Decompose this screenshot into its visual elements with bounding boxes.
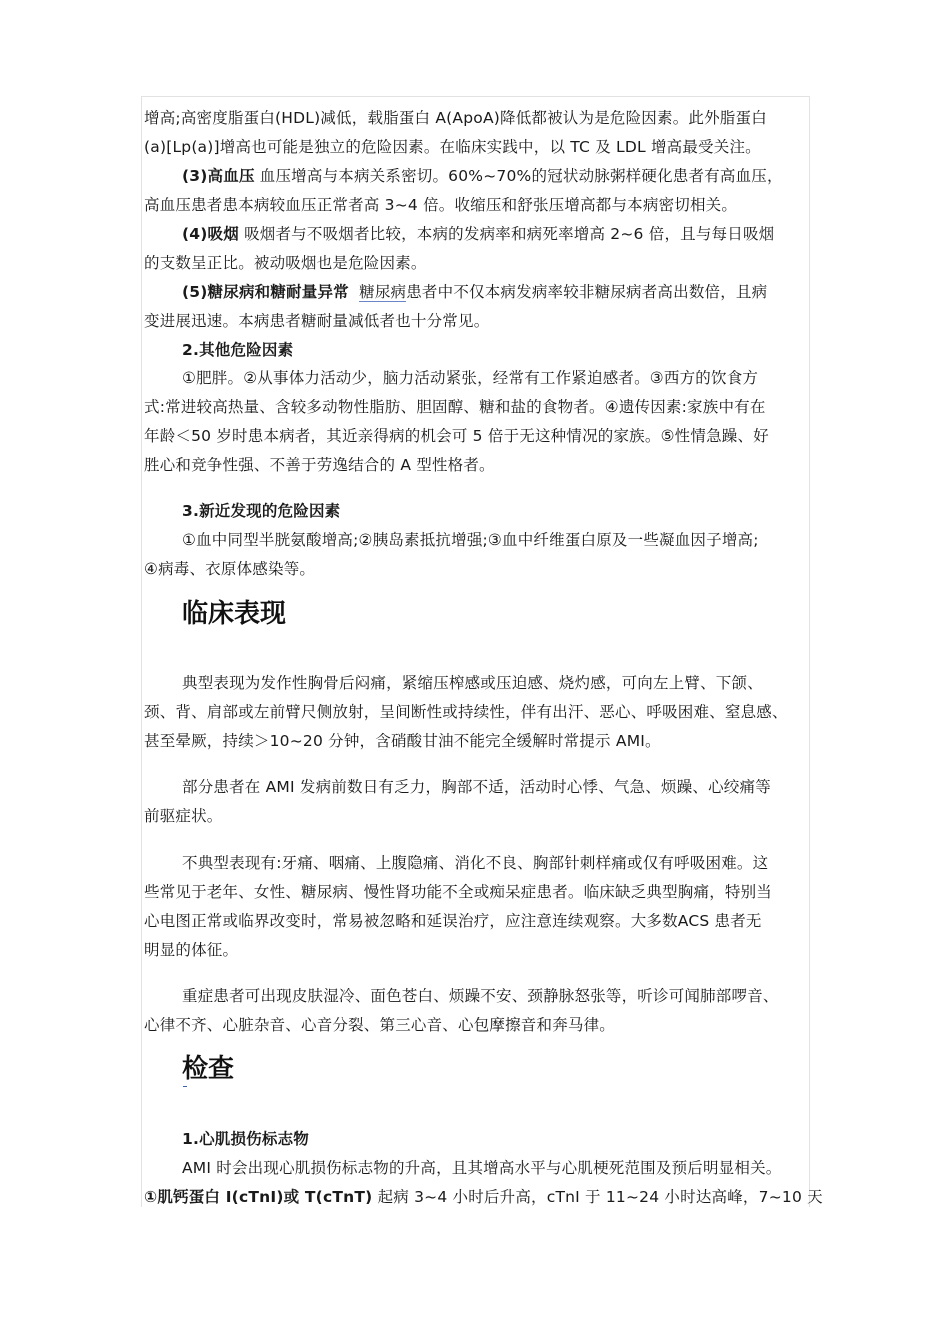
section-heading: 1.心肌损伤标志物 <box>182 1130 309 1148</box>
text-line: 高血压患者患本病较血压正常者高 3~4 倍。收缩压和舒张压增高都与本病密切相关。 <box>144 196 738 214</box>
text-line: 增高;高密度脂蛋白(HDL)减低，载脂蛋白 A(ApoA)降低都被认为是危险因素。此外脂蛋白 <box>144 109 767 127</box>
text-line: 心律不齐、心脏杂音、心音分裂、第三心音、心包摩擦音和奔马律。 <box>144 1016 616 1034</box>
text-line: 不典型表现有:牙痛、咽痛、上腹隐痛、消化不良、胸部针刺样痛或仅有呼吸困难。这 <box>182 854 769 872</box>
text-line: 心电图正常或临界改变时，常易被忽略和延误治疗，应注意连续观察。大多数ACS 患者无 <box>144 912 762 930</box>
text-line: 变进展迅速。本病患者糖耐量减低者也十分常见。 <box>144 312 490 330</box>
text-line: AMI 时会出现心肌损伤标志物的升高，且其增高水平与心肌梗死范围及预后明显相关。 <box>182 1159 782 1177</box>
text-line: 典型表现为发作性胸骨后闷痛，紧缩压榨感或压迫感、烧灼感，可向左上臂、下颌、 <box>182 674 763 692</box>
text-line <box>182 224 774 244</box>
text-line: ①血中同型半胱氨酸增高;②胰岛素抵抗增强;③血中纤维蛋白原及一些凝血因子增高; <box>182 531 759 549</box>
text-line: ④病毒、衣原体感染等。 <box>144 560 316 578</box>
text-span: 吸烟者与不吸烟者比较，本病的发病率和病死率增高 2~6 倍，且与每日吸烟 <box>238 225 775 243</box>
text-line: 些常见于老年、女性、糖尿病、慢性肾功能不全或痴呆症患者。临床缺乏典型胸痛，特别当 <box>144 883 773 901</box>
heading-clinical-manifestations: 临床表现 <box>182 599 287 629</box>
section-heading: 3.新近发现的危险因素 <box>182 502 341 520</box>
text-line <box>144 1187 823 1207</box>
text-line: 甚至晕厥，持续＞10~20 分钟，含硝酸甘油不能完全缓解时常提示 AMI。 <box>144 732 661 750</box>
text-line: 胜心和竞争性强、不善于劳逸结合的 A 型性格者。 <box>144 456 495 474</box>
section-heading: 2.其他危险因素 <box>182 341 294 359</box>
text-line <box>182 282 767 302</box>
subheading-troponin: ①肌钙蛋白 I(cTnI)或 T(cTnT) <box>144 1188 373 1206</box>
text-line: 式:常进较高热量、含较多动物性脂肪、胆固醇、糖和盐的食物者。④遗传因素:家族中有在 <box>144 398 766 416</box>
heading-examination: 检查 <box>182 1054 235 1084</box>
subheading-diabetes: (5)糖尿病和糖耐量异常 <box>182 283 349 301</box>
anchor-mark <box>183 1086 187 1087</box>
text-line: 部分患者在 AMI 发病前数日有乏力，胸部不适，活动时心悸、气急、烦躁、心绞痛等 <box>182 778 771 796</box>
text-line <box>182 166 783 186</box>
text-span: 起病 3~4 小时后升高，cTnI 于 11~24 小时达高峰，7~10 天 <box>372 1188 823 1206</box>
subheading-smoking: (4)吸烟 <box>182 225 239 243</box>
text-line: 重症患者可出现皮肤湿冷、面色苍白、烦躁不安、颈静脉怒张等，听诊可闻肺部啰音、 <box>182 987 779 1005</box>
text-line: (a)[Lp(a)]增高也可能是独立的危险因素。在临床实践中，以 TC 及 LDL 增高最受关注。 <box>144 138 761 156</box>
text-line: ①肥胖。②从事体力活动少，脑力活动紧张，经常有工作紧迫感者。③西方的饮食方 <box>182 369 759 387</box>
diabetes-link[interactable]: 糖尿病 <box>359 283 407 301</box>
text-line: 年龄＜50 岁时患本病者，其近亲得病的机会可 5 倍于无这种情况的家族。⑤性情急躁、好 <box>144 427 769 445</box>
text-line: 颈、背、肩部或左前臂尺侧放射，呈间断性或持续性，伴有出汗、恶心、呼吸困难、窒息感、 <box>144 703 788 721</box>
text-span: 患者中不仅本病发病率较非糖尿病者高出数倍，且病 <box>406 283 768 301</box>
text-line: 明显的体征。 <box>144 941 239 959</box>
subheading-hypertension: (3)高血压 <box>182 167 255 185</box>
text-span: 血压增高与本病关系密切。60%~70%的冠状动脉粥样硬化患者有高血压， <box>254 167 783 185</box>
text-line: 前驱症状。 <box>144 807 223 825</box>
text-line: 的支数呈正比。被动吸烟也是危险因素。 <box>144 254 427 272</box>
